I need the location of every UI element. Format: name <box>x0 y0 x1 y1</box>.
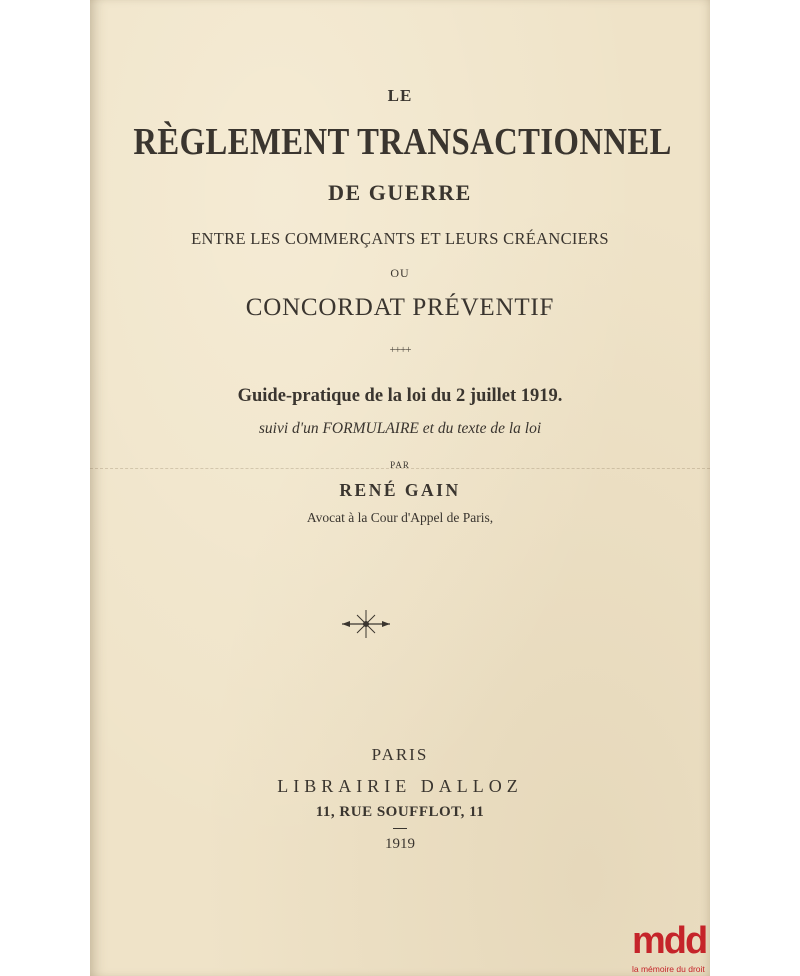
alternate-title: CONCORDAT PRÉVENTIF <box>245 294 555 321</box>
subtitle-line-2: suivi d'un FORMULAIRE et du texte de la loi <box>258 420 542 437</box>
title-line-3: ENTRE LES COMMERÇANTS ET LEURS CRÉANCIERS <box>191 229 609 248</box>
author-name: RENÉ GAIN <box>339 480 461 500</box>
logo-tagline: la mémoire du droit <box>632 964 705 974</box>
publisher-city: PARIS <box>371 745 429 764</box>
publisher-name: LIBRAIRIE DALLOZ <box>277 776 523 796</box>
author-role: Avocat à la Cour d'Appel de Paris, <box>306 510 494 525</box>
title-line-2: DE GUERRE <box>328 180 472 205</box>
title-article: LE <box>387 86 413 105</box>
star-flourish-icon <box>336 604 396 644</box>
title-page <box>90 0 710 976</box>
publication-year: 1919 <box>385 836 415 852</box>
logo-wordmark: mdd <box>632 920 707 962</box>
title-conjunction: OU <box>390 266 410 280</box>
mdd-logo <box>630 920 720 976</box>
subtitle: Guide-pratique de la loi du 2 juillet 1919. <box>237 386 563 406</box>
main-title: RÈGLEMENT TRANSACTIONNEL <box>133 121 672 163</box>
separator-glyphs: ++++ <box>389 344 411 356</box>
by-label: PAR <box>390 460 410 470</box>
divider-dash <box>393 828 407 829</box>
publisher-address: 11, RUE SOUFFLOT, 11 <box>315 804 485 820</box>
